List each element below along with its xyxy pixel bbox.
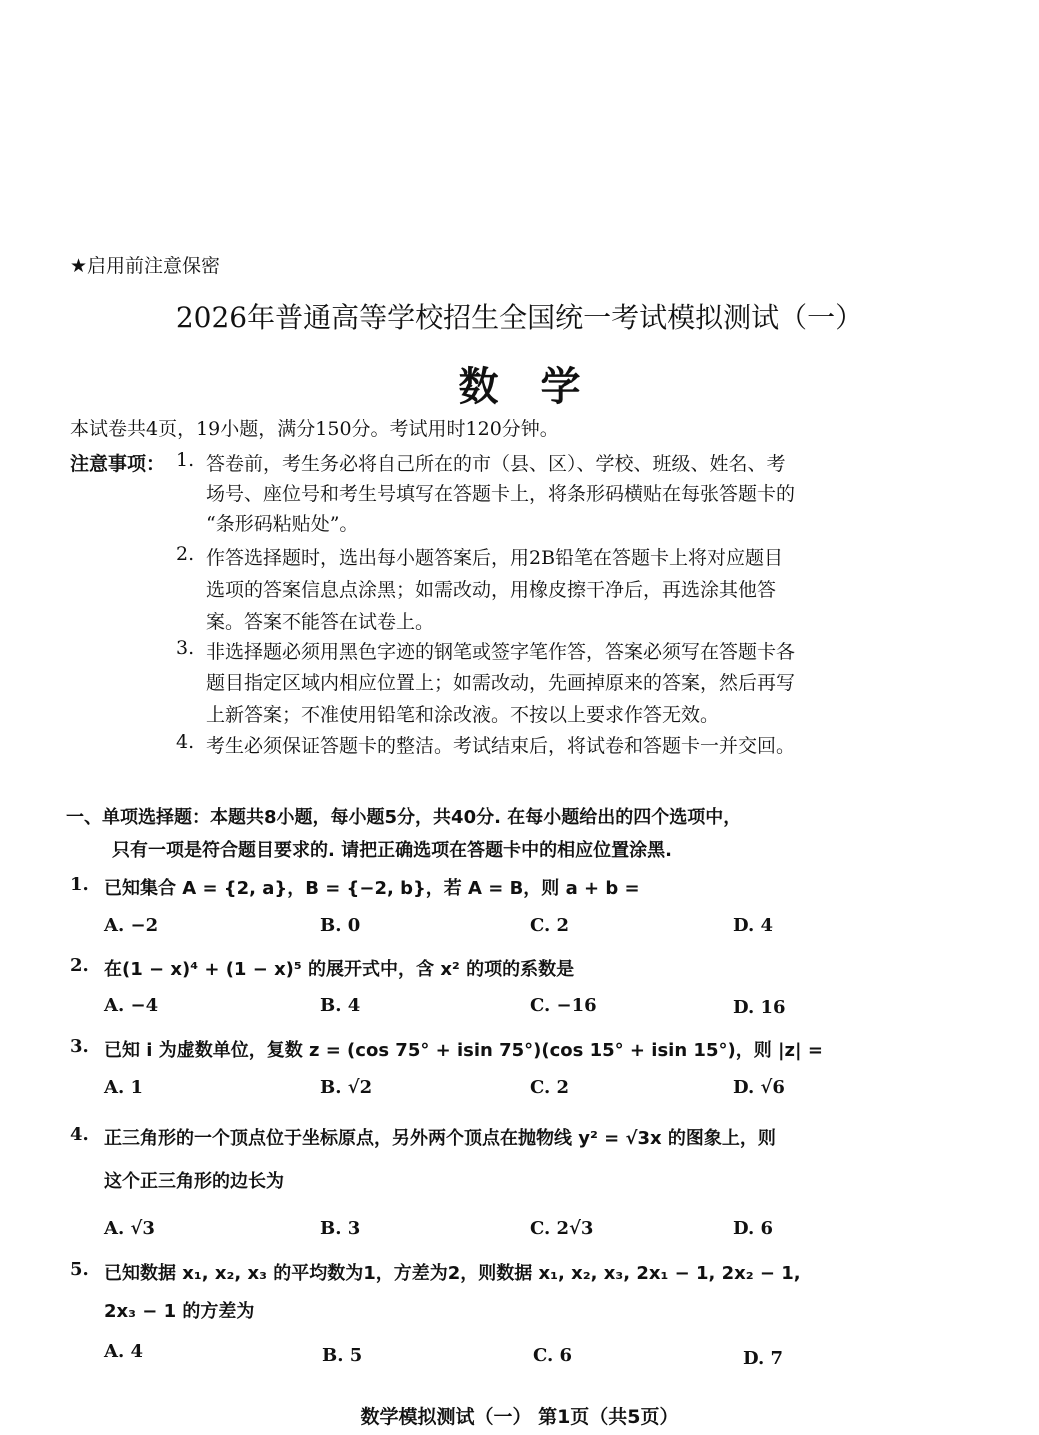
question-number: 2. xyxy=(70,955,89,976)
option-d: D. 16 xyxy=(733,997,786,1018)
option-c: C. −16 xyxy=(530,995,597,1016)
notes-label: 注意事项： xyxy=(70,453,166,475)
option-b: B. 3 xyxy=(320,1218,361,1239)
section-heading: 一、单项选择题：本题共8小题，每小题5分，共40分. 在每小题给出的四个选项中， xyxy=(66,807,742,828)
question-text-cont: 这个正三角形的边长为 xyxy=(104,1171,284,1192)
option-b: B. 0 xyxy=(320,915,361,936)
note-line: “条形码粘贴处”。 xyxy=(206,513,359,535)
question-text: 在(1 − x)⁴ + (1 − x)⁵ 的展开式中，含 x² 的项的系数是 xyxy=(104,959,575,980)
option-a: A. √3 xyxy=(104,1218,155,1239)
option-c: C. 6 xyxy=(533,1345,573,1366)
option-a: A. −4 xyxy=(104,995,159,1016)
question-text-cont: 2x₃ − 1 的方差为 xyxy=(104,1301,255,1322)
section-heading-cont: 只有一项是符合题目要求的. 请把正确选项在答题卡中的相应位置涂黑. xyxy=(112,840,672,861)
note-number: 3. xyxy=(176,637,195,659)
question-number: 3. xyxy=(70,1036,89,1057)
question-text: 已知集合 A = {2, a}，B = {−2, b}，若 A = B，则 a + b = xyxy=(104,878,640,899)
option-d: D. 6 xyxy=(733,1218,774,1239)
option-c: C. 2√3 xyxy=(530,1218,594,1239)
note-line: 非选择题必须用黑色字迹的钢笔或签字笔作答，答案必须写在答题卡各 xyxy=(206,641,796,663)
note-line: 题目指定区域内相应位置上；如需改动，先画掉原来的答案，然后再写 xyxy=(206,672,796,694)
option-d: D. √6 xyxy=(733,1077,785,1098)
option-c: C. 2 xyxy=(530,915,570,936)
exam-title: 2026年普通高等学校招生全国统一考试模拟测试（一） xyxy=(175,301,864,334)
note-line: 场号、座位号和考生号填写在答题卡上，将条形码横贴在每张答题卡的 xyxy=(206,483,796,505)
note-number: 1. xyxy=(176,449,195,471)
note-line: 选项的答案信息点涂黑；如需改动，用橡皮擦干净后，再选涂其他答 xyxy=(206,579,777,601)
option-d: D. 4 xyxy=(733,915,774,936)
option-c: C. 2 xyxy=(530,1077,570,1098)
confidential-notice: ★启用前注意保密 xyxy=(70,255,221,277)
note-line: 作答选择题时，选出每小题答案后，用2B铅笔在答题卡上将对应题目 xyxy=(206,547,784,569)
page-footer: 数学模拟测试（一） 第1页（共5页） xyxy=(360,1406,679,1428)
note-line: 考生必须保证答题卡的整洁。考试结束后，将试卷和答题卡一并交回。 xyxy=(206,735,796,757)
option-b: B. 5 xyxy=(322,1345,363,1366)
subject-title: 数学 xyxy=(458,364,623,410)
note-number: 4. xyxy=(176,731,195,753)
option-b: B. 4 xyxy=(320,995,361,1016)
option-a: A. −2 xyxy=(104,915,159,936)
question-text: 已知 i 为虚数单位，复数 z = (cos 75° + isin 75°)(cos 15° + isin 15°)，则 |z| = xyxy=(104,1040,823,1061)
exam-intro: 本试卷共4页，19小题，满分150分。考试用时120分钟。 xyxy=(70,418,559,440)
option-a: A. 1 xyxy=(104,1077,144,1098)
option-a: A. 4 xyxy=(104,1341,144,1362)
note-line: 上新答案；不准使用铅笔和涂改液。不按以上要求作答无效。 xyxy=(206,704,720,726)
option-b: B. √2 xyxy=(320,1077,373,1098)
question-number: 5. xyxy=(70,1259,89,1280)
note-line: 案。答案不能答在试卷上。 xyxy=(206,611,435,633)
question-number: 4. xyxy=(70,1124,89,1145)
note-line: 答卷前，考生务必将自己所在的市（县、区）、学校、班级、姓名、考 xyxy=(206,453,786,475)
note-number: 2. xyxy=(176,543,195,565)
question-number: 1. xyxy=(70,874,89,895)
question-text: 正三角形的一个顶点位于坐标原点，另外两个顶点在抛物线 y² = √3x 的图象上，则 xyxy=(104,1128,776,1149)
question-text: 已知数据 x₁, x₂, x₃ 的平均数为1，方差为2，则数据 x₁, x₂, x₃, 2x₁ − 1, 2x₂ − 1, xyxy=(104,1263,801,1284)
option-d: D. 7 xyxy=(743,1348,784,1369)
